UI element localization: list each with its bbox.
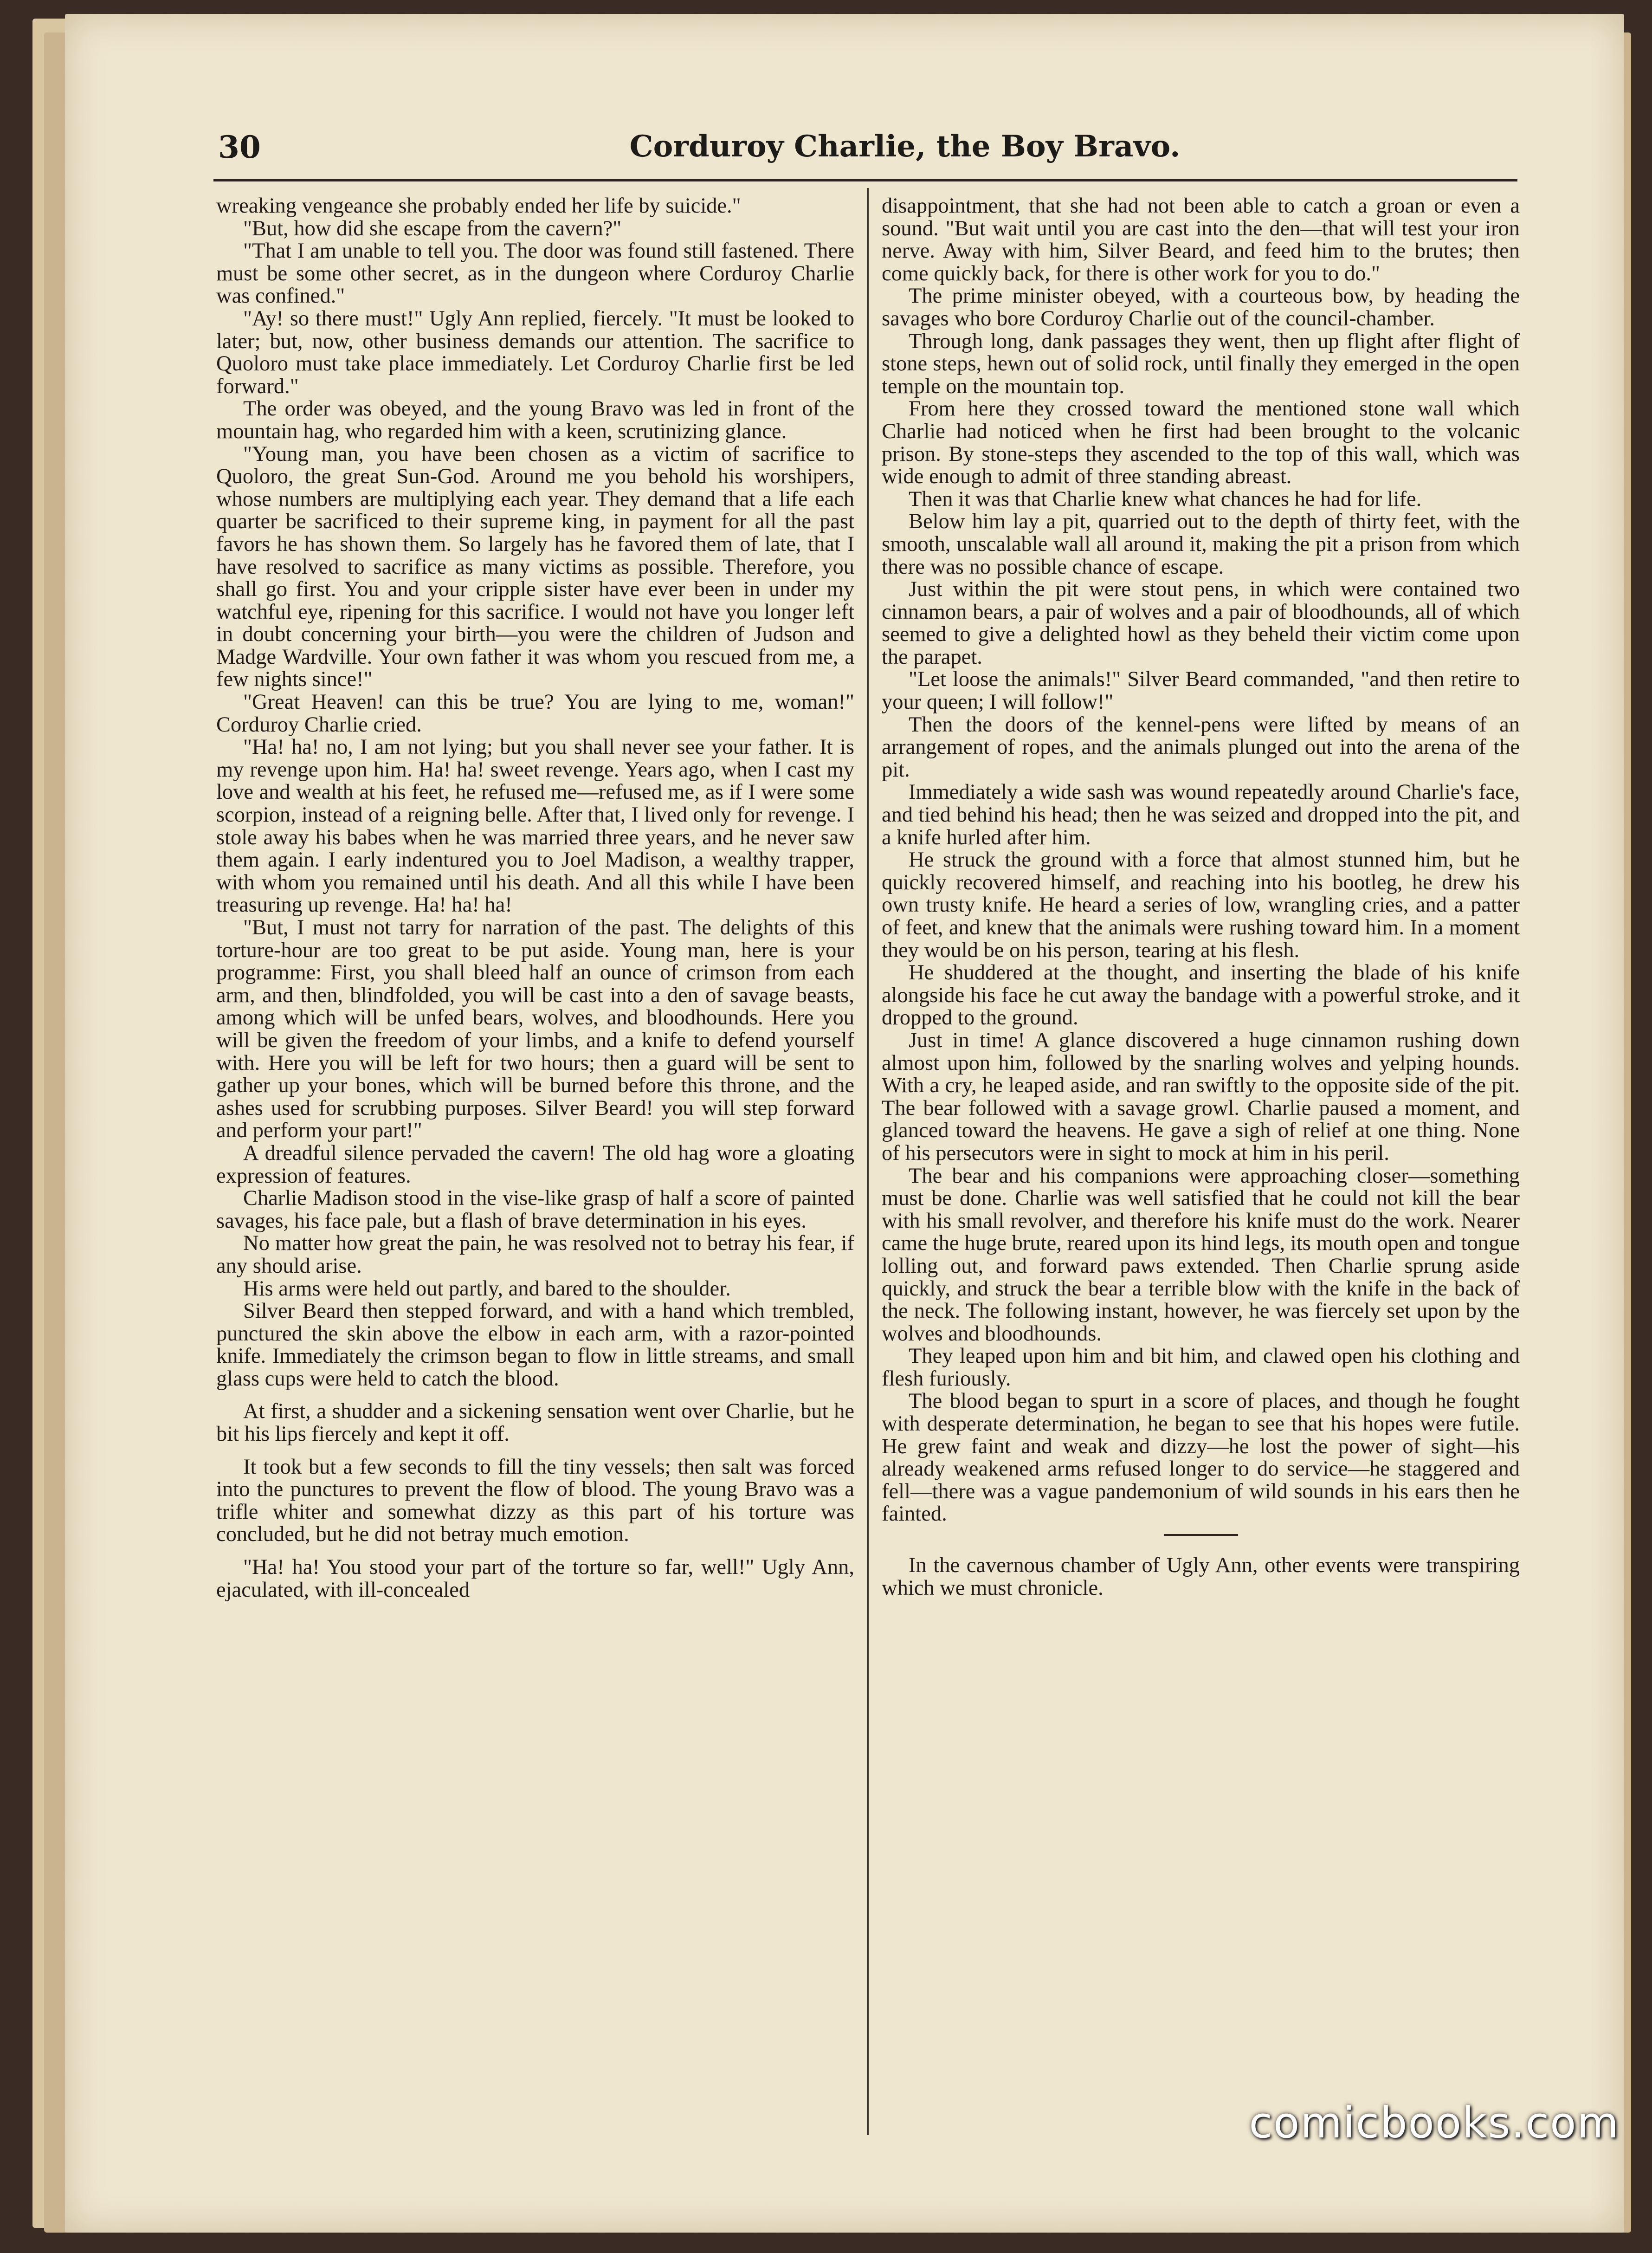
paragraph-gap	[216, 1390, 854, 1400]
paragraph: "But, how did she escape from the cavern?"	[243, 216, 622, 240]
paragraph: The bear and his companions were approaching closer—something must be done. Charlie was well satisfied that he could not kill the bear with his small revolver, and therefore his knife must do the work. Nearer came the huge brute, reared upon its hind legs, its mouth open and tongue lolling out, and forward paws extended. Then Charlie sprung aside quickly, and struck the bear a terrible blow with the knife in the back of the neck. The following instant, however, he was fiercely set upon by the wolves and bloodhounds.	[882, 1164, 1520, 1346]
page-header	[218, 129, 1592, 171]
paragraph: Through long, dank passages they went, then up flight after flight of stone steps, hewn out of solid rock, until finally they emerged in the open temple on the mountain top.	[882, 329, 1520, 398]
paragraph: He struck the ground with a force that almost stunned him, but he quickly recovered himself, and reaching into his bootleg, he drew his own trusty knife. He heard a series of low, wrangling cries, and a patter of feet, and knew that the animals were rushing toward him. In a moment they would be on his person, tearing at his flesh.	[882, 848, 1520, 962]
left-column	[216, 195, 854, 1601]
paragraph: Just in time! A glance discovered a huge cinnamon rushing down almost upon him, followed by the snarling wolves and yelping hounds. With a cry, he leaped aside, and ran swiftly to the opposite side of the pit. The bear followed with a savage growl. Charlie paused a moment, and glanced toward the heavens. He gave a sigh of relief at one thing. None of his persecutors were in sight to mock at him in his peril.	[882, 1028, 1520, 1165]
paragraph: "Let loose the animals!" Silver Beard commanded, "and then retire to your queen; I will follow!"	[882, 667, 1520, 714]
paragraph: "But, I must not tarry for narration of the past. The delights of this torture-hour are too great to be put aside. Young man, here is your programme: First, you shall bleed half an ounce of crimson from each arm, and then, blindfolded, you will be cast into a den of savage beasts, among which will be unfed bears, wolves, and bloodhounds. Here you will be given the freedom of your limbs, and a knife to defend yourself with. Here you will be left for two hours; then a guard will be sent to gather up your bones, which will be burned before this throne, and the ashes used for scrubbing purposes. Silver Beard! you will step forward and perform your part!"	[216, 916, 854, 1143]
page-number: 30	[218, 129, 261, 165]
paragraph: Then it was that Charlie knew what chances he had for life.	[909, 487, 1422, 511]
paragraph: "Ha! ha! You stood your part of the torture so far, well!" Ugly Ann, ejaculated, with ill-concealed	[216, 1555, 854, 1602]
paragraph: From here they crossed toward the mentioned stone wall which Charlie had noticed when he first had been brought to the volcanic prison. By stone-steps they ascended to the top of this wall, which was wide enough to admit of three standing abreast.	[882, 397, 1520, 489]
paragraph: His arms were held out partly, and bared to the shoulder.	[243, 1276, 731, 1301]
paragraph: They leaped upon him and bit him, and clawed open his clothing and flesh furiously.	[882, 1344, 1520, 1391]
paragraph: "Ay! so there must!" Ugly Ann replied, fiercely. "It must be looked to later; but, now, other business demands our attention. The sacrifice to Quoloro must take place immediately. Let Corduroy Charlie first be led forward."	[216, 306, 854, 398]
paragraph: No matter how great the pain, he was resolved not to betray his fear, if any should arise.	[216, 1231, 854, 1278]
paragraph: In the cavernous chamber of Ugly Ann, other events were transpiring which we must chronicle.	[882, 1554, 1520, 1600]
right-column	[882, 195, 1520, 1599]
running-title: Corduroy Charlie, the Boy Bravo.	[629, 129, 1181, 164]
paragraph: Silver Beard then stepped forward, and with a hand which trembled, punctured the skin above the elbow in each arm, with a razor-pointed knife. Immediately the crimson began to flow in little streams, and small glass cups were held to catch the blood.	[216, 1299, 854, 1391]
paragraph: Immediately a wide sash was wound repeatedly around Charlie's face, and tied behind his head; then he was seized and dropped into the pit, and a knife hurled after him.	[882, 780, 1520, 849]
paragraph: "Ha! ha! no, I am not lying; but you shall never see your father. It is my revenge upon him. Ha! ha! sweet revenge. Years ago, when I cast my love and wealth at his feet, he refused me—refused me, as if I were some scorpion, instead of a reigning belle. After that, I lived only for revenge. I stole away his babes when he was married three years, and he never saw them again. I early indentured you to Joel Madison, a wealthy trapper, with whom you remained until his death. And all this while I have been treasuring up revenge. Ha! ha! ha!	[216, 735, 854, 917]
paragraph: Below him lay a pit, quarried out to the depth of thirty feet, with the smooth, unscalable wall all around it, making the pit a prison from which there was no possible chance of escape.	[882, 510, 1520, 579]
section-break-rule	[1164, 1534, 1238, 1536]
paragraph: "Great Heaven! can this be true? You are lying to me, woman!" Corduroy Charlie cried.	[216, 690, 854, 737]
paragraph: "Young man, you have been chosen as a victim of sacrifice to Quoloro, the great Sun-God. Around me you behold his worshipers, whose numbers are multiplying each year. They demand that a life each quarter be sacrificed to their supreme king, in payment for all the past favors he has shown them. So largely has he favored them of late, that I have resolved to sacrifice as many victims as possible. Therefore, you shall go first. You and your cripple sister have ever been in under my watchful eye, ripening for this sacrifice. I would not have you longer left in doubt concerning your birth—you were the children of Judson and Madge Wardville. Your own father it was whom you rescued from me, a few nights since!"	[216, 442, 854, 692]
paragraph: The blood began to spurt in a score of places, and though he fought with desperate determination, he began to see that his hopes were futile. He grew faint and weak and dizzy—he lost the power of sight—his already weakened arms refused longer to do service—he staggered and fell—there was a vague pandemonium of wild sounds in his ears then he fainted.	[882, 1389, 1520, 1526]
paragraph: At first, a shudder and a sickening sensation went over Charlie, but he bit his lips fiercely and kept it off.	[216, 1399, 854, 1446]
paragraph: Charlie Madison stood in the vise-like grasp of half a score of painted savages, his face pale, but a flash of brave determination in his eyes.	[216, 1186, 854, 1233]
paragraph: "That I am unable to tell you. The door was found still fastened. There must be some other secret, as in the dungeon where Corduroy Charlie was confined."	[216, 239, 854, 308]
paragraph: The order was obeyed, and the young Bravo was led in front of the mountain hag, who regarded him with a keen, scrutinizing glance.	[216, 397, 854, 443]
paragraph: He shuddered at the thought, and inserting the blade of his knife alongside his face he cut away the bandage with a powerful stroke, and it dropped to the ground.	[882, 961, 1520, 1030]
paragraph: Then the doors of the kennel-pens were lifted by means of an arrangement of ropes, and the animals plunged out into the arena of the pit.	[882, 712, 1520, 782]
watermark: comicbooks.com	[1249, 2098, 1620, 2148]
header-rule	[213, 179, 1517, 181]
paragraph: wreaking vengeance she probably ended her life by suicide."	[216, 194, 741, 218]
column-divider	[867, 188, 869, 2135]
paragraph-gap	[216, 1446, 854, 1456]
paragraph: A dreadful silence pervaded the cavern! The old hag wore a gloating expression of features.	[216, 1141, 854, 1188]
paragraph: The prime minister obeyed, with a courteous bow, by heading the savages who bore Corduroy Charlie out of the council-chamber.	[882, 284, 1520, 330]
paragraph: It took but a few seconds to fill the tiny vessels; then salt was forced into the punctures to prevent the flow of blood. The young Bravo was a trifle whiter and somewhat dizzy as this part of his torture was concluded, but he did not betray much emotion.	[216, 1455, 854, 1547]
paragraph-gap	[216, 1546, 854, 1556]
paragraph: disappointment, that she had not been able to catch a groan or even a sound. "But wait until you are cast into the den—that will test your iron nerve. Away with him, Silver Beard, and feed him to the brutes; then come quickly back, for there is other work for you to do."	[882, 194, 1520, 285]
paragraph: Just within the pit were stout pens, in which were contained two cinnamon bears, a pair of wolves and a pair of bloodhounds, all of which seemed to give a delighted howl as they beheld their victim come upon the parapet.	[882, 577, 1520, 669]
